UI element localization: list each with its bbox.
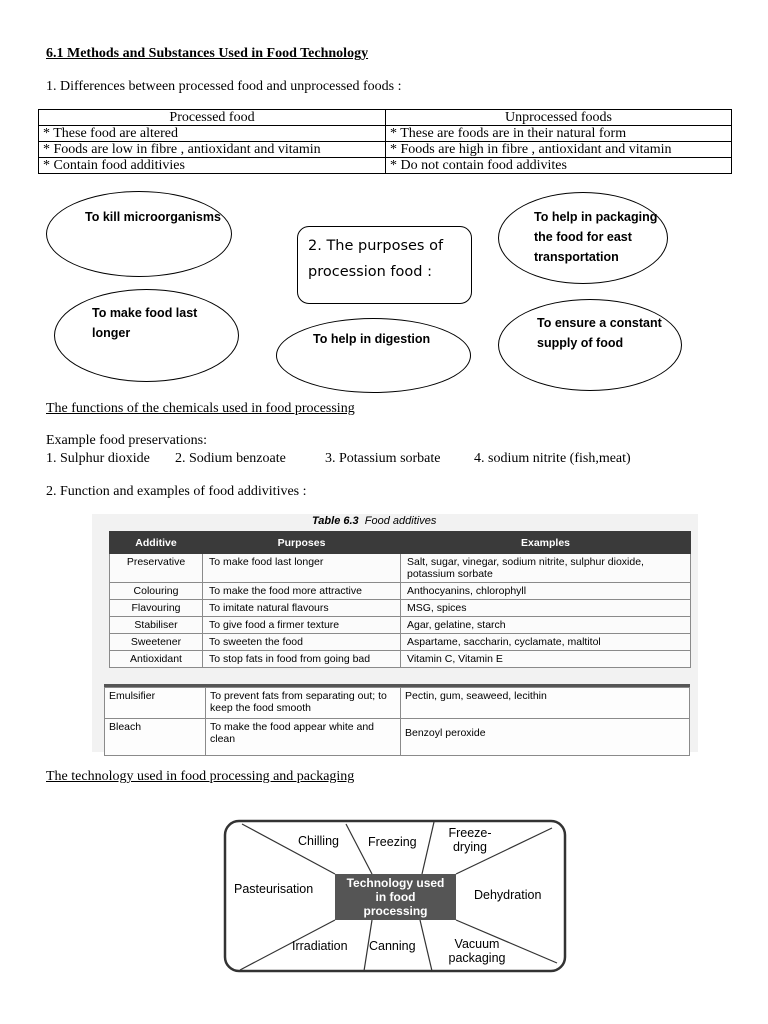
table-row (39, 158, 732, 174)
cell: To sweeten the food (203, 634, 401, 651)
cell: Salt, sugar, vinegar, sodium nitrite, sulphur dioxide, potassium sorbate (401, 554, 691, 583)
cell: * Do not contain food addivites (386, 158, 732, 174)
method-freeze-drying: Freeze- drying (448, 826, 492, 854)
method-pasteurisation: Pasteurisation (234, 882, 314, 896)
preservations-label: Example food preservations: (46, 433, 207, 448)
page-title: 6.1 Methods and Substances Used in Food Technology (46, 46, 369, 61)
header-examples: Examples (401, 532, 691, 554)
cell: Sweetener (110, 634, 203, 651)
preservation-item: 2. Sodium benzoate (175, 451, 286, 466)
cell: Agar, gelatine, starch (401, 617, 691, 634)
cell: To give food a firmer texture (203, 617, 401, 634)
comparison-table (38, 109, 732, 174)
table-row (110, 651, 691, 668)
additives-table (109, 531, 691, 668)
method-canning: Canning (369, 939, 416, 953)
table-row (110, 583, 691, 600)
cell: Stabiliser (110, 617, 203, 634)
cell: To prevent fats from separating out; to keep the food smooth (206, 688, 401, 719)
bubble-label: To help in digestion (313, 332, 431, 346)
technology-diagram (222, 818, 568, 974)
method-chilling: Chilling (298, 834, 339, 848)
question-2: 2. Function and examples of food addivitives : (46, 484, 307, 499)
cell: Antioxidant (110, 651, 203, 668)
cell: To stop fats in food from going bad (203, 651, 401, 668)
functions-heading: The functions of the chemicals used in food processing (46, 401, 355, 416)
bubble-label: To make food last longer (92, 306, 198, 340)
header-processed: Processed food (39, 110, 386, 126)
cell: Bleach (105, 719, 206, 756)
cell: Pectin, gum, seaweed, lecithin (401, 688, 690, 719)
preservation-item: 3. Potassium sorbate (325, 451, 441, 466)
cell: Anthocyanins, chlorophyll (401, 583, 691, 600)
technology-heading: The technology used in food processing and packaging (46, 769, 355, 784)
caption-number: Table 6.3 (312, 515, 359, 527)
bubble-label: To kill microorganisms (85, 210, 221, 224)
cell: To imitate natural flavours (203, 600, 401, 617)
purposes-center-box: 2. The purposes of procession food : (297, 226, 472, 304)
cell: Benzoyl peroxide (401, 719, 690, 756)
table-header-row (39, 110, 732, 126)
method-irradiation: Irradiation (292, 939, 348, 953)
header-additive: Additive (110, 532, 203, 554)
cell: MSG, spices (401, 600, 691, 617)
method-vacuum-packaging: Vacuum packaging (448, 937, 506, 965)
bubble-last-longer (54, 289, 239, 382)
additives-table-continued (104, 687, 690, 756)
cell: * Contain food additivies (39, 158, 386, 174)
cell: To make the food more attractive (203, 583, 401, 600)
method-dehydration: Dehydration (474, 888, 542, 902)
bubble-digestion (276, 318, 471, 393)
cell: Colouring (110, 583, 203, 600)
table-row (105, 719, 690, 756)
bubble-label: To help in packaging the food for east transportation (534, 210, 658, 264)
table-header-row (110, 532, 691, 554)
header-purposes: Purposes (203, 532, 401, 554)
bubble-kill-microorganisms (46, 191, 232, 277)
table-row (110, 600, 691, 617)
table-row (105, 688, 690, 719)
table-row (39, 126, 732, 142)
cell: * These food are altered (39, 126, 386, 142)
cell: * These are foods are in their natural form (386, 126, 732, 142)
table-row (110, 617, 691, 634)
cell: To make the food appear white and clean (206, 719, 401, 756)
method-freezing: Freezing (368, 835, 417, 849)
question-1: 1. Differences between processed food and unprocessed foods : (46, 79, 402, 94)
cell: * Foods are high in fibre , antioxidant and vitamin (386, 142, 732, 158)
header-unprocessed: Unprocessed foods (386, 110, 732, 126)
caption-text: Food additives (364, 515, 437, 527)
bubble-constant-supply (498, 299, 682, 391)
table-row (39, 142, 732, 158)
table-row (110, 634, 691, 651)
preservation-item: 1. Sulphur dioxide (46, 451, 150, 466)
bubble-packaging (498, 192, 668, 284)
cell: To make food last longer (203, 554, 401, 583)
cell: Emulsifier (105, 688, 206, 719)
cell: Flavouring (110, 600, 203, 617)
food-additives-figure (92, 514, 698, 752)
table-row (110, 554, 691, 583)
bubble-label: To ensure a constant supply of food (537, 316, 662, 350)
cell: * Foods are low in fibre , antioxidant and vitamin (39, 142, 386, 158)
preservation-item: 4. sodium nitrite (fish,meat) (474, 451, 631, 466)
cell: Preservative (110, 554, 203, 583)
table-caption (312, 515, 436, 527)
cell: Aspartame, saccharin, cyclamate, maltitol (401, 634, 691, 651)
technology-center: Technology used in food processing (335, 874, 456, 920)
cell: Vitamin C, Vitamin E (401, 651, 691, 668)
additives-extra-rows (104, 684, 690, 756)
